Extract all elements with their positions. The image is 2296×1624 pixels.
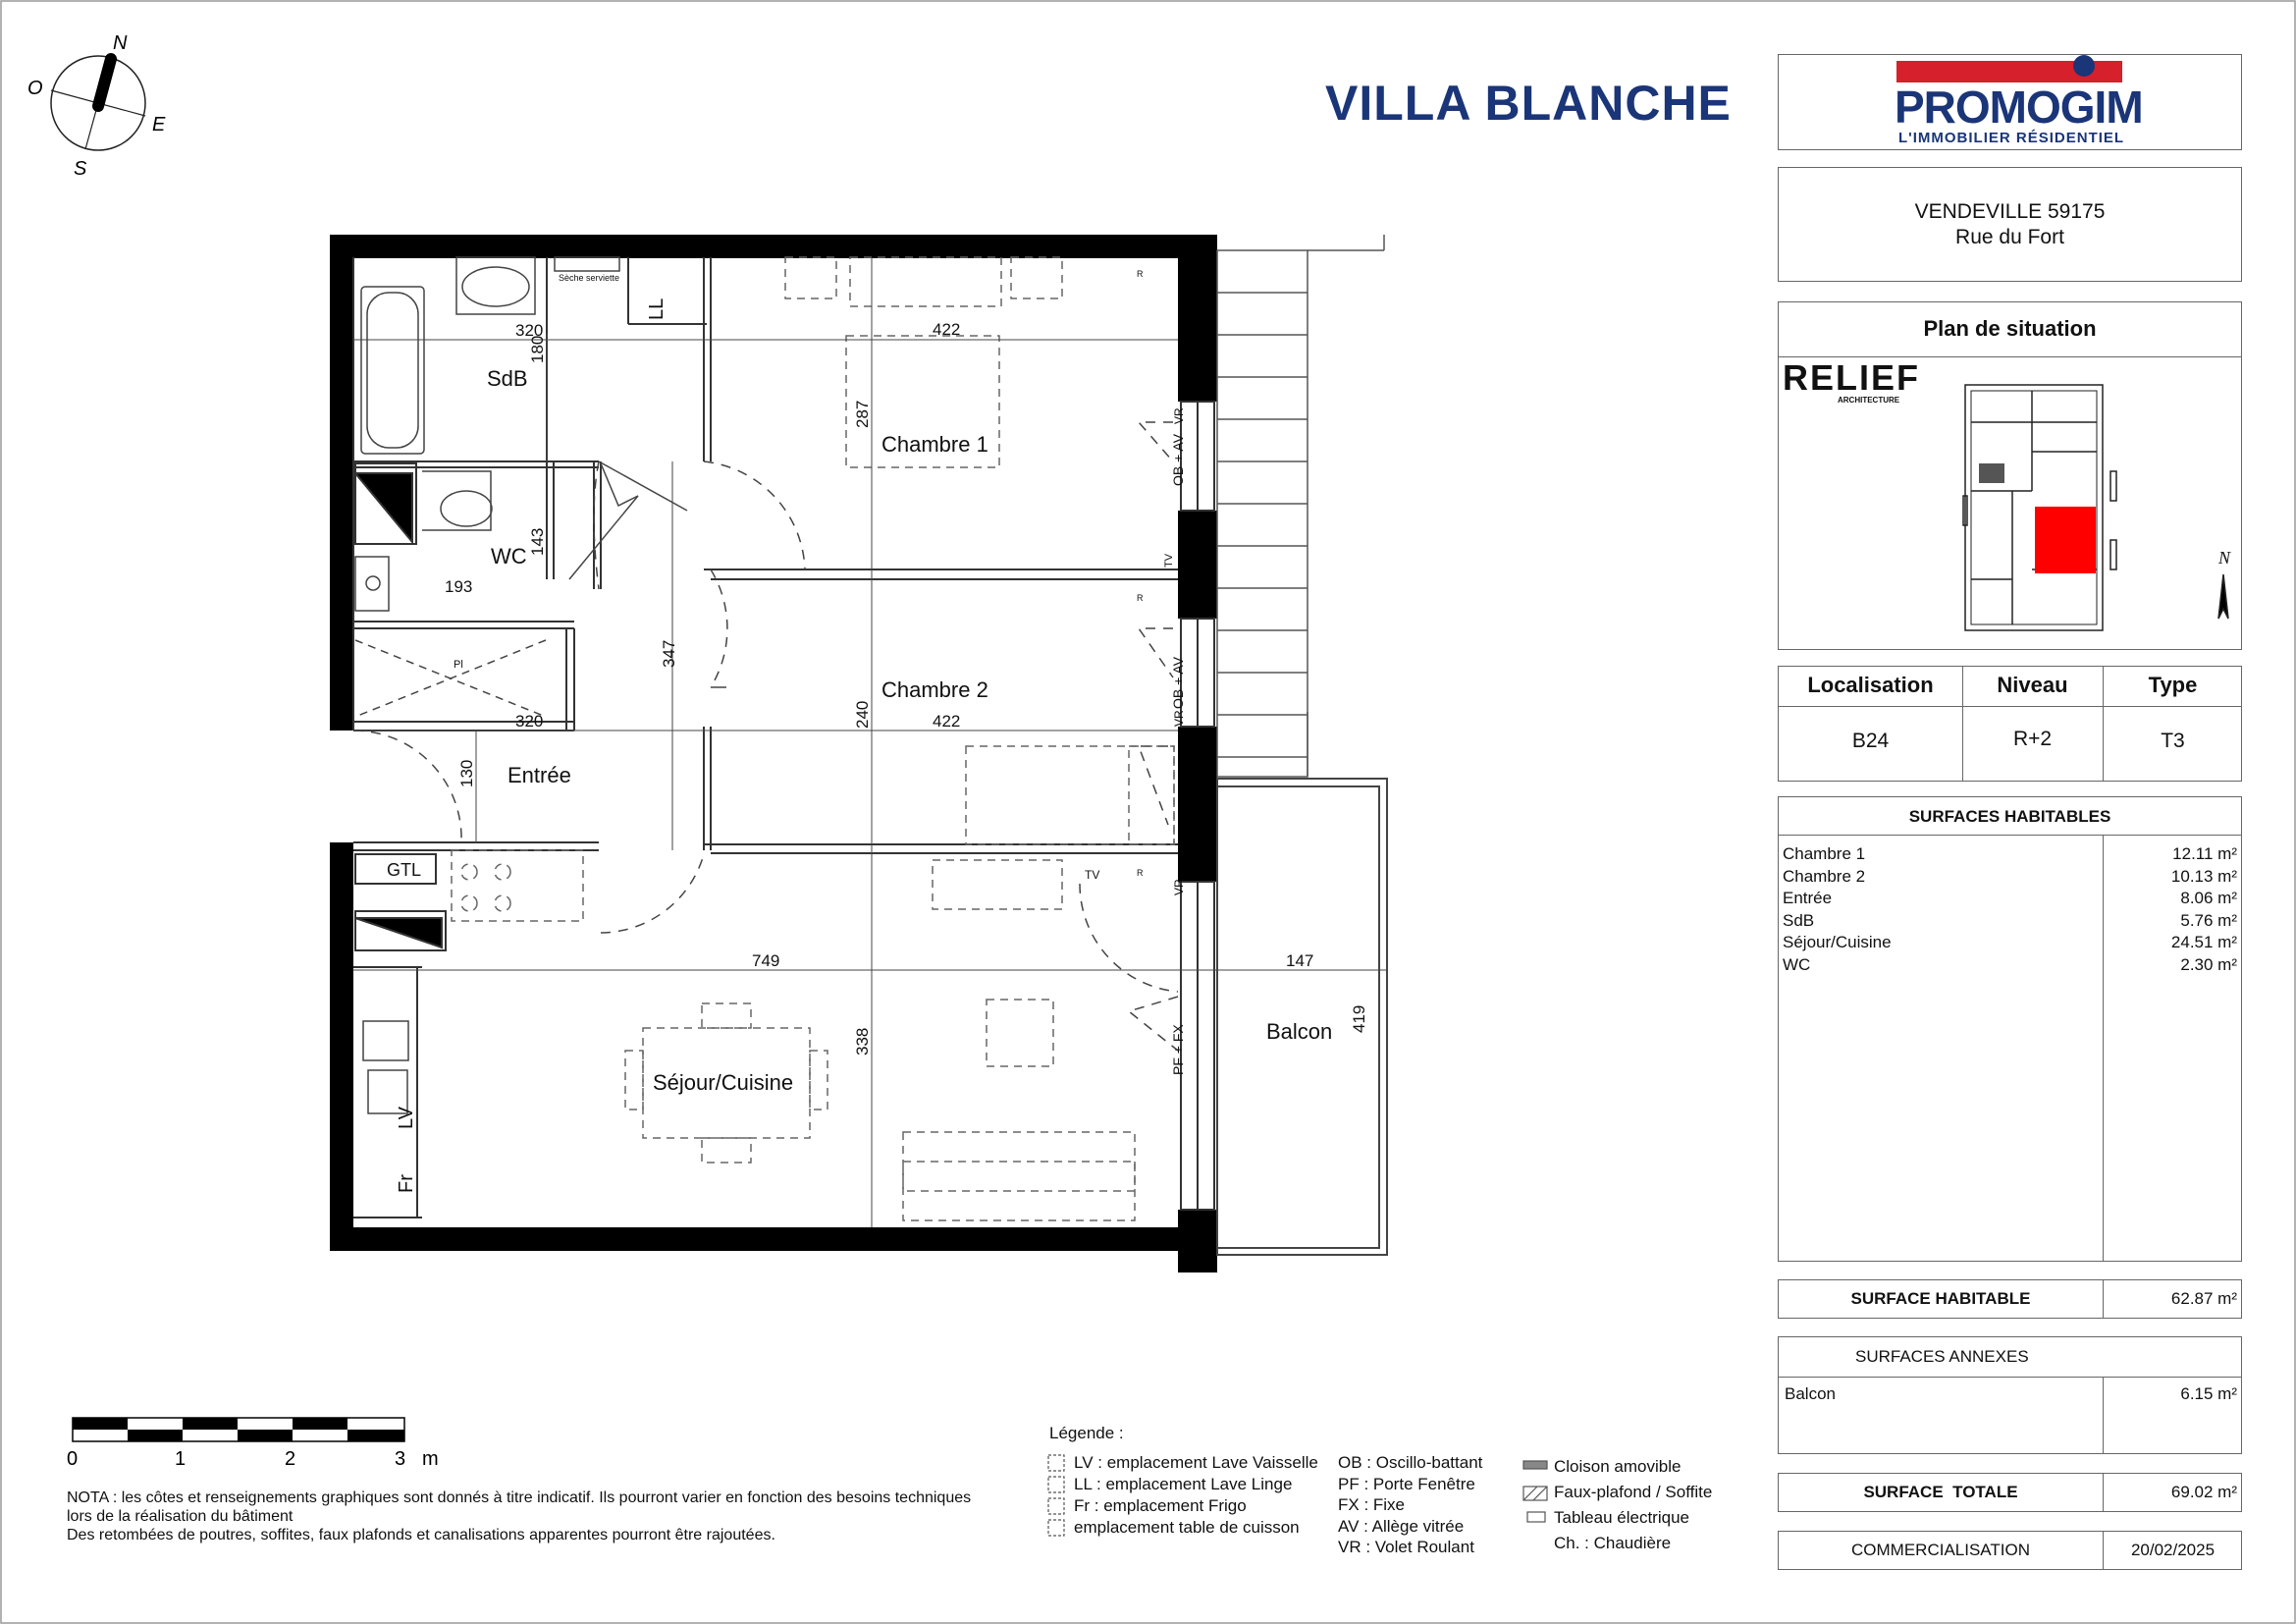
value-localisation: B24 xyxy=(1851,730,1890,752)
scale-0: 0 xyxy=(67,1448,79,1470)
label-obav2: OB + AV xyxy=(1170,656,1186,709)
surface-habitable-value: 62.87 m² xyxy=(2170,1289,2237,1308)
scale-2: 2 xyxy=(285,1448,296,1470)
address-box xyxy=(1778,167,2242,282)
dim-320a: 320 xyxy=(515,321,544,340)
legend-col2-item: VR : Volet Roulant xyxy=(1338,1538,1474,1556)
surface-value: 2.30 m² xyxy=(2180,955,2237,974)
grand-total-box xyxy=(1778,1473,2242,1512)
surface-row xyxy=(1783,867,2237,887)
label-vr1: VR xyxy=(1172,407,1186,424)
legend-col2-item: AV : Allège vitrée xyxy=(1338,1516,1465,1536)
room-sejour: Séjour/Cuisine xyxy=(653,1070,794,1095)
room-wc: WC xyxy=(491,544,527,568)
room-chambre1: Chambre 1 xyxy=(881,432,988,457)
compass-o: O xyxy=(27,78,43,99)
header-type: Type xyxy=(2148,673,2198,697)
commercial-date: 20/02/2025 xyxy=(2130,1541,2216,1559)
note-line-1: NOTA : les côtes et renseignements graphiques sont donnés à titre indicatif. Ils pourront varier en fonction des besoins techniques xyxy=(67,1489,972,1506)
surface-row xyxy=(1783,911,2237,931)
surface-row xyxy=(1783,933,2237,952)
label-r2: R xyxy=(1137,593,1144,603)
surface-value: 24.51 m² xyxy=(2170,933,2237,952)
annex-balcon-value: 6.15 m² xyxy=(2180,1384,2237,1403)
legend-col3-item: Cloison amovible xyxy=(1554,1457,1682,1476)
compass-e: E xyxy=(152,114,166,135)
surface-label: Chambre 2 xyxy=(1783,866,1866,886)
label-pffx: PF + FX xyxy=(1170,1024,1186,1075)
compass-n: N xyxy=(113,32,128,54)
situation-title: Plan de situation xyxy=(1923,316,2097,341)
label-pl: Pl xyxy=(454,659,463,671)
terrace-railing xyxy=(1217,235,1384,777)
surface-habitable-label: SURFACE HABITABLE xyxy=(1850,1289,2031,1308)
label-seche: Sèche serviette xyxy=(559,273,620,283)
label-obav1: OB + AV xyxy=(1170,433,1186,486)
annexes-title: SURFACES ANNEXES xyxy=(1855,1347,2029,1366)
legend-col2-item: PF : Porte Fenêtre xyxy=(1338,1474,1475,1493)
dim-419: 419 xyxy=(1350,1004,1368,1033)
commercial-label: COMMERCIALISATION xyxy=(1851,1541,2030,1559)
promoter-name: PROMOGIM xyxy=(1895,81,2143,133)
situation-box xyxy=(1778,301,2242,650)
legend-col3-item: Faux-plafond / Soffite xyxy=(1554,1483,1713,1501)
grand-total-label: SURFACE TOTALE xyxy=(1863,1483,2018,1501)
header-niveau: Niveau xyxy=(1997,673,2068,697)
room-balcon: Balcon xyxy=(1266,1019,1333,1044)
dim-422a: 422 xyxy=(933,320,961,339)
furniture xyxy=(452,257,1174,1220)
room-sdb: SdB xyxy=(487,366,528,391)
room-chambre2: Chambre 2 xyxy=(881,677,988,702)
note-line-3: Des retombées de poutres, soffites, faux plafonds et canalisations apparentes pourront être rajoutées. xyxy=(67,1527,775,1543)
grand-total-value: 69.02 m² xyxy=(2170,1483,2237,1501)
room-entree: Entrée xyxy=(507,763,571,787)
surface-label: WC xyxy=(1783,955,1811,974)
scale-3: 3 xyxy=(395,1448,406,1470)
identity-table xyxy=(1778,666,2242,782)
promoter-tagline: L'IMMOBILIER RÉSIDENTIEL xyxy=(1898,130,2125,146)
legend-col1-item: Fr : emplacement Frigo xyxy=(1074,1496,1247,1515)
surface-row xyxy=(1783,844,2237,864)
surface-row xyxy=(1783,955,2237,975)
label-fr: Fr xyxy=(396,1174,417,1193)
dim-338: 338 xyxy=(853,1027,872,1056)
label-tv1: TV xyxy=(1163,553,1175,568)
situation-north: N xyxy=(2218,548,2231,568)
surface-label: Entrée xyxy=(1783,889,1833,908)
promoter-logo-box xyxy=(1778,54,2242,150)
dim-143: 143 xyxy=(528,527,547,556)
dim-347: 347 xyxy=(660,639,678,668)
scale-unit: m xyxy=(422,1448,439,1470)
scale-bar xyxy=(67,1418,439,1470)
header-localisation: Localisation xyxy=(1807,673,1934,697)
legend-col2-item: FX : Fixe xyxy=(1338,1495,1406,1514)
compass-rose xyxy=(27,32,166,180)
legend-col1-item: LV : emplacement Lave Vaisselle xyxy=(1074,1453,1318,1472)
label-ll: LL xyxy=(646,298,667,320)
label-r1: R xyxy=(1137,269,1144,279)
project-title: VILLA BLANCHE xyxy=(1325,76,1732,131)
label-vr2: VR xyxy=(1172,710,1186,727)
surface-row xyxy=(1783,889,2237,908)
annex-balcon-label: Balcon xyxy=(1785,1384,1836,1403)
dim-147: 147 xyxy=(1286,951,1314,970)
dim-180: 180 xyxy=(528,335,547,363)
label-r3: R xyxy=(1137,868,1144,878)
dim-240: 240 xyxy=(853,700,872,729)
legend-title: Légende : xyxy=(1049,1424,1124,1442)
legend-col3-item: Tableau électrique xyxy=(1554,1508,1689,1527)
dim-193: 193 xyxy=(445,577,473,596)
dim-130: 130 xyxy=(457,759,476,787)
surface-label: Séjour/Cuisine xyxy=(1783,933,1892,952)
legend-col1-item: LL : emplacement Lave Linge xyxy=(1074,1475,1293,1493)
surface-total-box xyxy=(1778,1279,2242,1319)
disclaimer-note xyxy=(67,1489,1039,1544)
label-lv: LV xyxy=(396,1107,417,1129)
value-type: T3 xyxy=(2161,730,2185,752)
label-vr3: VR xyxy=(1172,879,1186,895)
surface-value: 5.76 m² xyxy=(2180,910,2237,930)
surfaces-title: SURFACES HABITABLES xyxy=(1908,807,2111,826)
value-niveau: R+2 xyxy=(2012,728,2053,750)
surface-label: SdB xyxy=(1783,910,1815,930)
dim-320b: 320 xyxy=(515,712,544,731)
surface-label: Chambre 1 xyxy=(1783,844,1866,863)
surface-value: 12.11 m² xyxy=(2172,844,2237,863)
railing-slats xyxy=(1217,293,1308,757)
label-gtl: GTL xyxy=(387,860,422,880)
exterior-walls xyxy=(330,235,1217,1272)
address-city: VENDEVILLE 59175 xyxy=(1914,200,2106,223)
legend-col2-item: OB : Oscillo-battant xyxy=(1338,1453,1483,1472)
architect-sub: ARCHITECTURE xyxy=(1838,396,1900,405)
legend-col1-item: emplacement table de cuisson xyxy=(1074,1518,1300,1537)
surface-value: 8.06 m² xyxy=(2180,889,2237,908)
dim-287: 287 xyxy=(853,400,872,428)
address-street: Rue du Fort xyxy=(1955,226,2064,248)
note-line-2: lors de la réalisation du bâtiment xyxy=(67,1508,294,1525)
annexes-table xyxy=(1778,1336,2242,1454)
logo-dot xyxy=(2073,55,2095,77)
dim-422b: 422 xyxy=(933,712,961,731)
compass-s: S xyxy=(74,158,87,180)
legend-col3-item: Ch. : Chaudière xyxy=(1554,1534,1672,1552)
label-tv2: TV xyxy=(1085,868,1100,882)
commercial-box xyxy=(1778,1531,2242,1570)
architect-logo: RELIEF xyxy=(1783,357,1921,398)
dim-749: 749 xyxy=(752,951,780,970)
surfaces-table xyxy=(1778,796,2242,1262)
scale-1: 1 xyxy=(175,1448,187,1470)
surface-value: 10.13 m² xyxy=(2170,866,2237,886)
